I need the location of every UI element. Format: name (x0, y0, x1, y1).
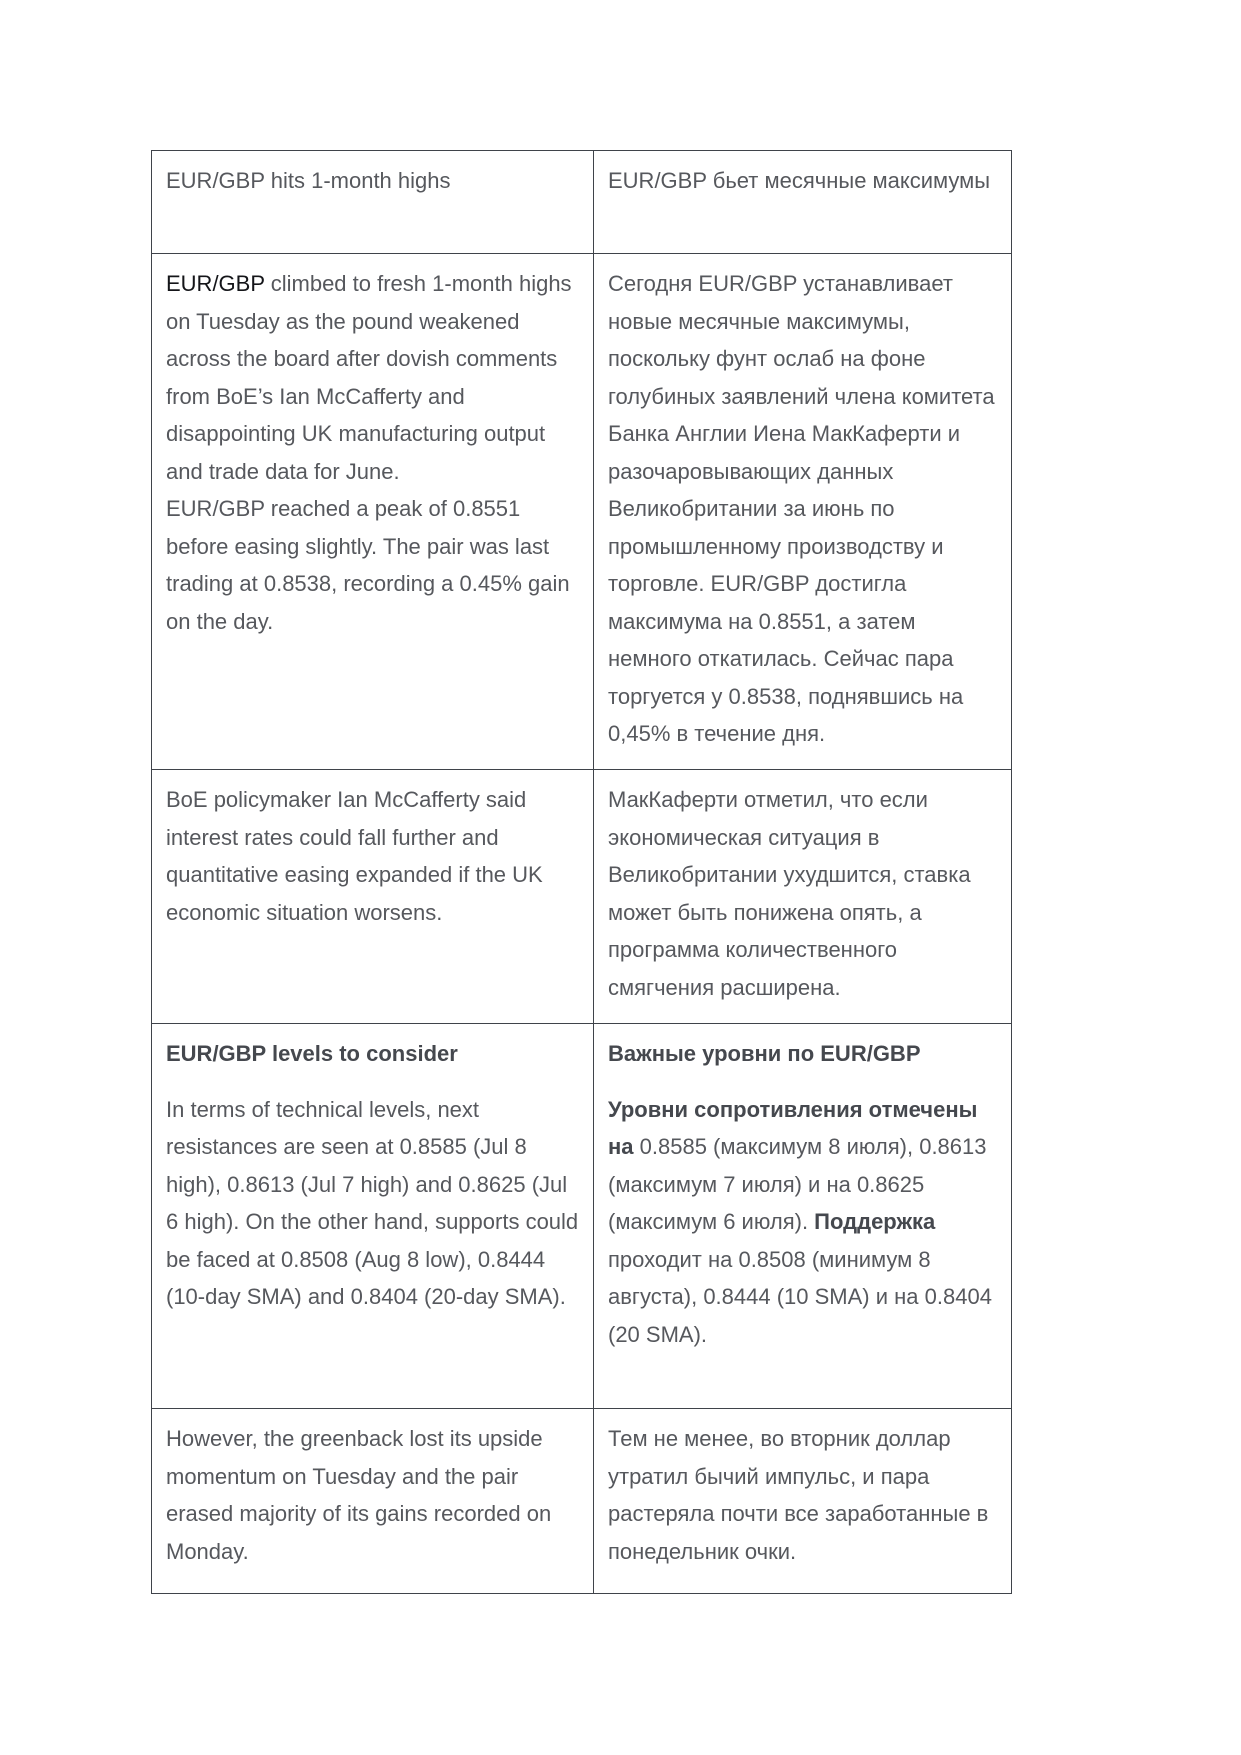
text-segment: Поддержка (814, 1209, 936, 1234)
text-segment: Важные уровни по EUR/GBP (608, 1041, 921, 1066)
paragraph (166, 1091, 581, 1316)
table-row (152, 254, 1012, 770)
paragraph (608, 1420, 999, 1570)
text-segment: МакКаферти отметил, что если экономическая ситуация в Великобритании ухудшится, ставка может быть понижена опять, а программа количественного смягчения расширена. (608, 787, 971, 1000)
text-segment: 0.8585 (максимум 8 июля), 0.8613 (максимум 7 июля) и на 0.8625 (максимум 6 июля). (608, 1134, 987, 1234)
paragraph (166, 490, 581, 640)
table-header-en: EUR/GBP hits 1-month highs (152, 151, 594, 254)
table-cell-r4-en (152, 1409, 594, 1594)
table-cell-r4-ru (594, 1409, 1012, 1594)
text-segment: EUR/GBP (166, 271, 265, 296)
table-cell-r2-en (152, 770, 594, 1024)
table-row (152, 1024, 1012, 1409)
paragraph (166, 1420, 581, 1570)
paragraph (166, 781, 581, 931)
text-segment: проходит на 0.8508 (минимум 8 августа), 0.8444 (10 SMA) и на 0.8404 (20 SMA). (608, 1246, 992, 1347)
text-segment: Уровни сопротивления отмечены на (608, 1096, 978, 1159)
paragraph (608, 781, 999, 1006)
text-segment: BoE policymaker Ian McCafferty said interest rates could fall further and quantitative easing expanded if the UK economic situation worsens. (166, 787, 543, 925)
text-segment: EUR/GBP levels to consider (166, 1041, 458, 1066)
text-segment: climbed to fresh 1-month highs on Tuesday as the pound weakened across the board after dovish comments from BoE’s Ian McCafferty and disappointing UK manufacturing output and trade data for June. (166, 271, 572, 484)
table-cell-r1-ru (594, 254, 1012, 770)
text-segment: EUR/GBP reached a peak of 0.8551 before easing slightly. The pair was last trading at 0.8538, recording a 0.45% gain on the day. (166, 496, 570, 634)
table-header-row (152, 151, 1012, 254)
table-cell-r3-ru (594, 1024, 1012, 1409)
table-cell-r1-en (152, 254, 594, 770)
text-segment: Сегодня EUR/GBP устанавливает новые месячные максимумы, поскольку фунт ослаб на фоне голубиных заявлений члена комитета Банка Англии Иена МакКаферти и разочаровывающих данных Великобритании за июнь по промышленному производству и торговле. EUR/GBP достигла максимума на 0.8551, а затем немного откатилась. Сейчас пара торгуется у 0.8538, поднявшись на 0,45% в течение дня. (608, 271, 995, 746)
paragraph (608, 1091, 999, 1354)
table-cell-r2-ru (594, 770, 1012, 1024)
paragraph (166, 1035, 581, 1073)
paragraph (608, 265, 999, 753)
text-segment: Тем не менее, во вторник доллар утратил бычий импульс, и пара растеряла почти все заработанные в понедельник очки. (608, 1426, 989, 1564)
table-row (152, 770, 1012, 1024)
paragraph (608, 1035, 999, 1073)
table-cell-r3-en (152, 1024, 594, 1409)
table-row (152, 1409, 1012, 1594)
paragraph (166, 265, 581, 490)
translation-table (151, 150, 1012, 1594)
text-segment: However, the greenback lost its upside momentum on Tuesday and the pair erased majority of its gains recorded on Monday. (166, 1426, 552, 1564)
text-segment: In terms of technical levels, next resistances are seen at 0.8585 (Jul 8 high), 0.8613 (Jul 7 high) and 0.8625 (Jul 6 high). On the other hand, supports could be faced at 0.8508 (Aug 8 low), 0.8444 (10-day SMA) and 0.8404 (20-day SMA). (166, 1096, 579, 1309)
table-header-ru: EUR/GBP бьет месячные максимумы (594, 151, 1012, 254)
